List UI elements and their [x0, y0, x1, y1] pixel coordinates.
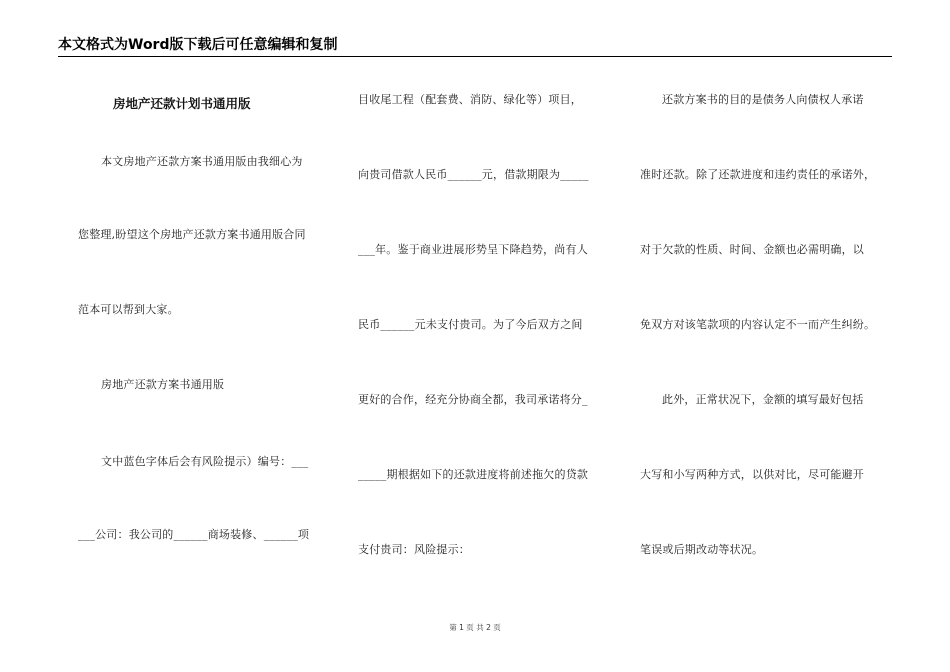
- body-line: 笔误或后期改动等状况。: [640, 543, 764, 556]
- body-line: ___年。鉴于商业进展形势呈下降趋势，尚有人: [358, 243, 588, 256]
- body-line: 文中蓝色字体后会有风险提示）编号：___: [101, 455, 309, 468]
- body-line: 您整理,盼望这个房地产还款方案书通用版合同: [78, 228, 306, 241]
- document-title: 房地产还款计划书通用版: [113, 96, 251, 111]
- banner-divider: [58, 56, 892, 57]
- body-line: 范本可以帮到大家。: [78, 303, 179, 316]
- body-line: 此外，正常状况下，金额的填写最好包括: [662, 393, 864, 406]
- document-banner: 本文格式为Word版下载后可任意编辑和复制: [58, 37, 338, 53]
- body-line: 向贵司借款人民币______元，借款期限为_____: [358, 168, 589, 181]
- body-line: 本文房地产还款方案书通用版由我细心为: [101, 155, 303, 168]
- body-line: ___公司：我公司的______商场装修、______项: [78, 528, 310, 541]
- body-line: 民币______元未支付贵司。为了今后双方之间: [358, 318, 583, 331]
- body-line: 更好的合作，经充分协商全都，我司承诺将分_: [358, 393, 588, 406]
- body-line: 支付贵司：风险提示：: [358, 543, 470, 556]
- body-line: 对于欠款的性质、时间、金额也必需明确，以: [640, 243, 864, 256]
- body-line: 房地产还款方案书通用版: [101, 378, 225, 391]
- body-line: _____期根据如下的还款进度将前述拖欠的贷款: [358, 468, 589, 481]
- body-line: 免双方对该笔款项的内容认定不一而产生纠纷。: [640, 318, 876, 331]
- body-line: 目收尾工程（配套费、消防、绿化等）项目，: [358, 93, 582, 106]
- body-line: 准时还款。除了还款进度和违约责任的承诺外，: [640, 168, 876, 181]
- body-line: 大写和小写两种方式，以供对比，尽可能避开: [640, 468, 864, 481]
- body-line: 还款方案书的目的是债务人向债权人承诺: [662, 93, 864, 106]
- page-number: 第 1 页 共 2 页: [449, 623, 501, 632]
